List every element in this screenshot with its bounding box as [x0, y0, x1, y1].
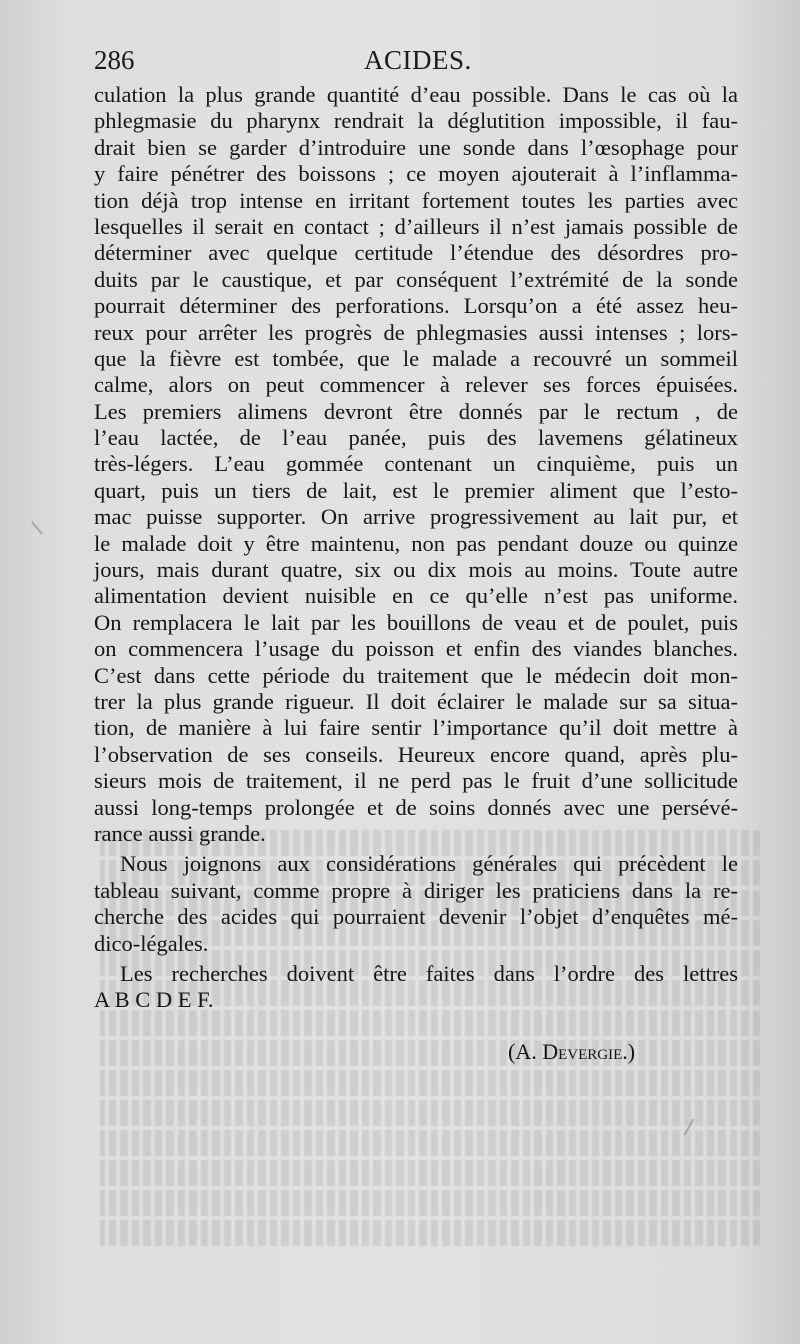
text-line: très-légers. L’eau gommée contenant un cinquième, puis un: [94, 451, 738, 477]
text-line: tableau suivant, comme propre à diriger les praticiens dans la re-: [94, 877, 738, 903]
margin-mark: [31, 521, 43, 535]
text-line: C’est dans cette période du traitement que le médecin doit mon-: [94, 662, 738, 688]
text-line: l’eau lactée, de l’eau panée, puis des lavemens gélatineux: [94, 425, 738, 451]
page-number: 286: [94, 45, 135, 75]
text-line: alimentation devient nuisible en ce qu’elle n’est pas uniforme.: [94, 583, 738, 609]
text-line: que la fièvre est tombée, que le malade a recouvré un sommeil: [94, 345, 738, 371]
text-line: On remplacera le lait par les bouillons de veau et de poulet, puis: [94, 609, 738, 635]
page-header: [94, 42, 734, 82]
text-line: phlegmasie du pharynx rendrait la déglutition impossible, il fau-: [94, 108, 738, 134]
text-line: y faire pénétrer des boissons ; ce moyen ajouterait à l’inflamma-: [94, 161, 738, 187]
text-line: quart, puis un tiers de lait, est le premier aliment que l’esto-: [94, 477, 738, 503]
text-line: tion, de manière à lui faire sentir l’importance qu’il doit mettre à: [94, 715, 738, 741]
text-line: culation la plus grande quantité d’eau possible. Dans le cas où la: [94, 82, 738, 107]
text-line: Nous joignons aux considérations générales qui précèdent le: [120, 851, 738, 877]
text-line: drait bien se garder d’introduire une sonde dans l’œsophage pour: [94, 134, 738, 160]
text-line: Les recherches doivent être faites dans l’ordre des lettres: [120, 960, 738, 986]
text-line: tion déjà trop intense en irritant fortement toutes les parties avec: [94, 187, 738, 213]
text-line: dico-légales.: [94, 930, 209, 956]
text-line: rance aussi grande.: [94, 820, 266, 846]
text-line: sieurs mois de traitement, il ne perd pas le fruit d’une sollicitude: [94, 768, 738, 794]
running-head: ACIDES.: [364, 45, 472, 75]
text-line: calme, alors on peut commencer à relever ses forces épuisées.: [94, 372, 738, 398]
text-line: jours, mais durant quatre, six ou dix mois au moins. Toute autre: [94, 557, 738, 583]
signature-close: .): [622, 1039, 636, 1064]
text-line: déterminer avec quelque certitude l’étendue des désordres pro-: [94, 240, 738, 266]
text-line: duits par le caustique, et par conséquent l’extrémité de la sonde: [94, 266, 738, 292]
body-text: [94, 82, 738, 1014]
signature-name: Devergie: [542, 1039, 623, 1064]
signature-open: (A.: [508, 1039, 543, 1064]
text-line: mac puisse supporter. On arrive progressivement au lait pur, et: [94, 504, 738, 530]
text-line: reux pour arrêter les progrès de phlegmasies aussi intenses ; lors-: [94, 319, 738, 345]
author-signature: [508, 1038, 635, 1066]
text-line: trer la plus grande rigueur. Il doit éclairer le malade sur sa situa-: [94, 688, 738, 714]
text-line: cherche des acides qui pourraient devenir l’objet d’enquêtes mé-: [94, 904, 738, 930]
margin-mark: [684, 1119, 695, 1136]
text-line: Les premiers alimens devront être donnés par le rectum , de: [94, 398, 738, 424]
text-line: on commencera l’usage du poisson et enfin des viandes blanches.: [94, 636, 738, 662]
text-line: aussi long-temps prolongée et de soins donnés avec une persévé-: [94, 794, 738, 820]
text-line: pourrait déterminer des perforations. Lorsqu’on a été assez heu-: [94, 293, 738, 319]
text-line: lesquelles il serait en contact ; d’ailleurs il n’est jamais possible de: [94, 213, 738, 239]
text-line: A B C D E F.: [94, 987, 214, 1013]
text-line: l’observation de ses conseils. Heureux encore quand, après plu-: [94, 741, 738, 767]
text-line: le malade doit y être maintenu, non pas pendant douze ou quinze: [94, 530, 738, 556]
